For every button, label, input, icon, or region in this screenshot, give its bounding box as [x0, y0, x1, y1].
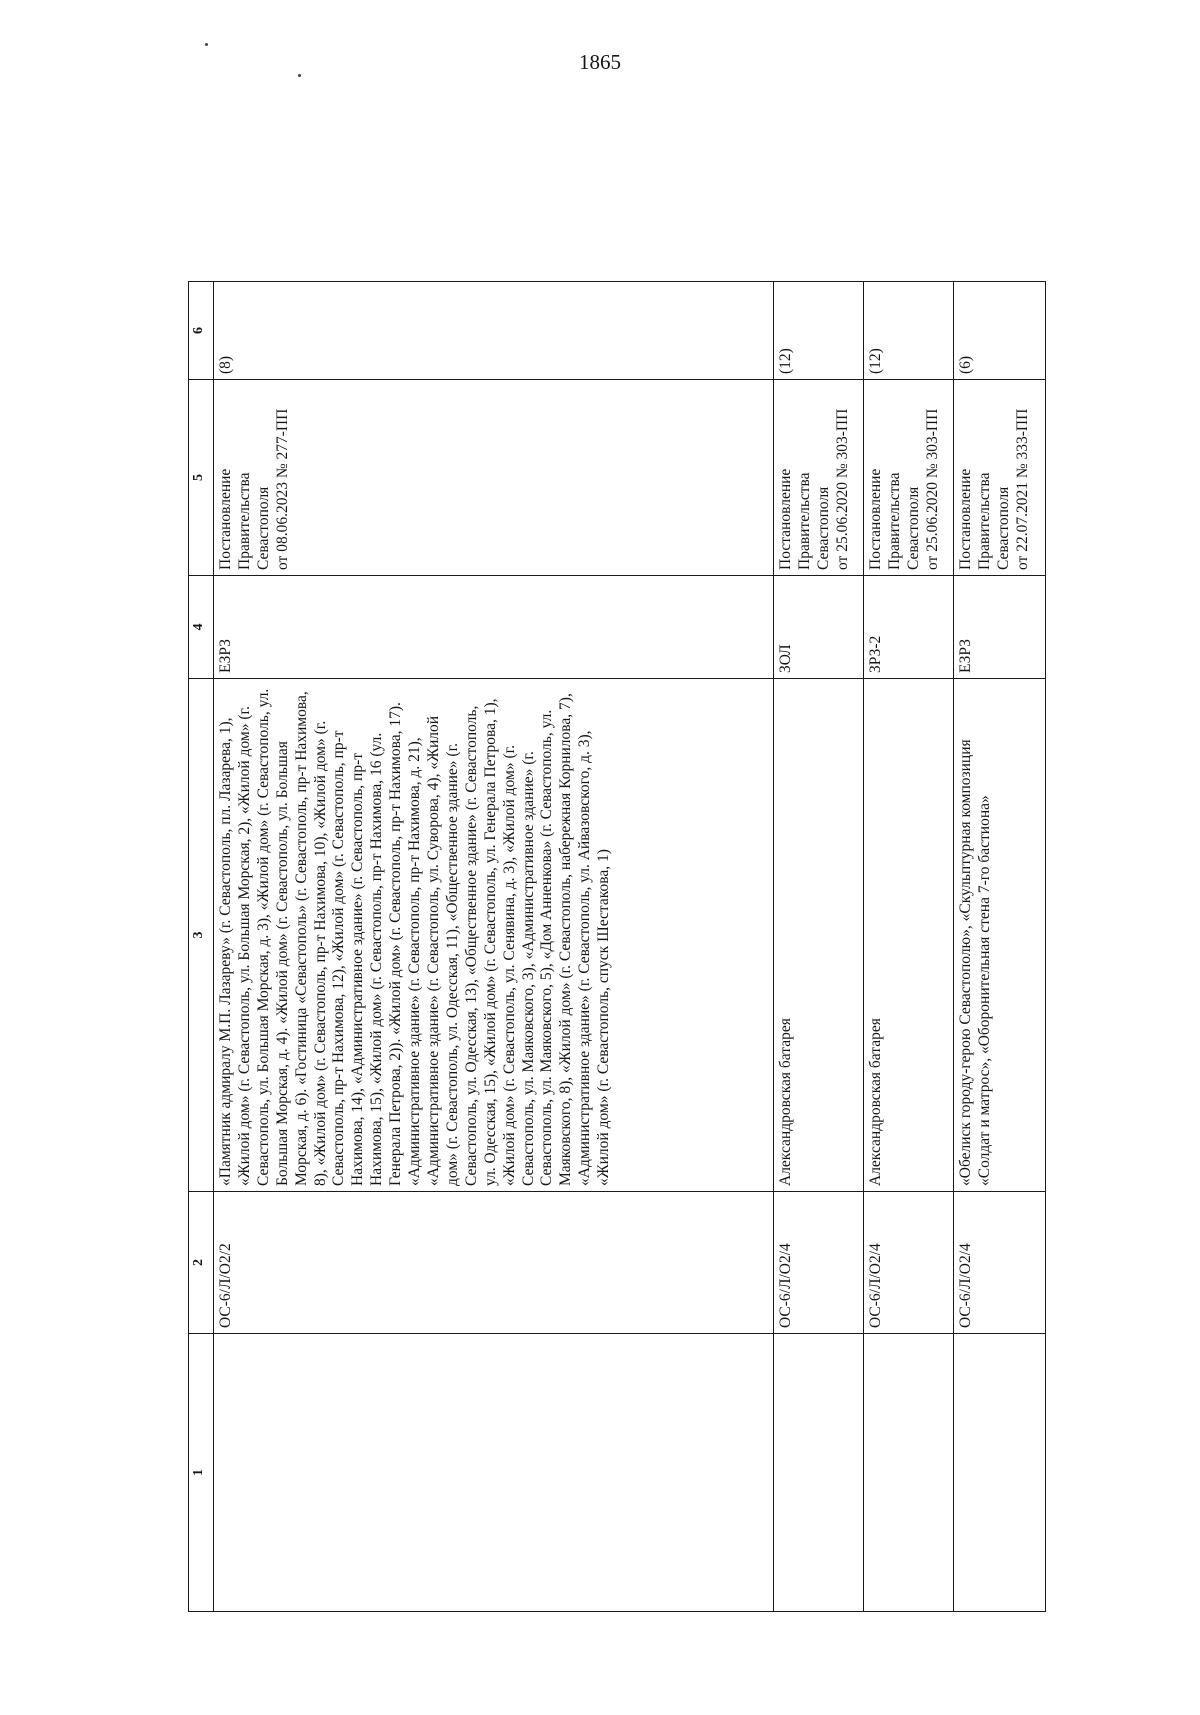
row-4-note: (6)	[954, 282, 1046, 380]
header-cell-4: 4	[189, 576, 214, 679]
row-2-code: ОС-6/Л/О2/4	[774, 1192, 864, 1334]
rotated-table-container	[188, 282, 1031, 1612]
heritage-objects-table	[188, 281, 1046, 1612]
table-row	[214, 282, 774, 1612]
header-cell-1: 1	[189, 1334, 214, 1612]
row-1-zone: ЕЗРЗ	[214, 576, 774, 679]
header-cell-2: 2	[189, 1192, 214, 1334]
header-cell-5: 5	[189, 380, 214, 576]
row-4-code: ОС-6/Л/О2/4	[954, 1192, 1046, 1334]
row-3-note: (12)	[864, 282, 954, 380]
row-2-decree: Постановление Правительства Севастополя от 25.06.2020 № 303-ПП	[774, 380, 864, 576]
table-row	[954, 282, 1046, 1612]
header-row	[189, 282, 214, 1612]
row-2-zone: ЗОЛ	[774, 576, 864, 679]
row-1-objects: «Памятник адмиралу М.П. Лазареву» (г. Севастополь, пл. Лазарева, 1), «Жилой дом» (г. Севастополь, ул. Большая Морская, 2), «Жилой дом» (г. Севастополь, ул. Большая Морская, д. 3), «Жилой дом» (г. Севастополь, ул. Большая Морская, д. 4). «Жилой дом» (г. Севастополь, ул. Большая Морская, д. 6). «Гостиница «Севастополь» (г. Севастополь, пр-т Нахимова, 8), «Жилой дом» (г. Севастополь, пр-т Нахимова, 10), «Жилой дом» (г. Севастополь, пр-т Нахимова, 12), «Жилой дом» (г. Севастополь, пр-т Нахимова, 14), «Административное здание» (г. Севастополь, пр-т Нахимова, 15), «Жилой дом» (г. Севастополь, пр-т Нахимова, 16 (ул. Генерала Петрова, 2)). «Жилой дом» (г. Севастополь, пр-т Нахимова, 17). «Административное здание» (г. Севастополь, пр-т Нахимова, д. 21), «Административное здание» (г. Севастополь, ул. Суворова, 4), «Жилой дом» (г. Севастополь, ул. Одесская, 11), «Общественное здание» (г. Севастополь, ул. Одесская, 13), «Общественное здание» (г. Севастополь, ул. Одесская, 15), «Жилой дом» (г. Севастополь, ул. Генерала Петрова, 1), «Жилой дом» (г. Севастополь, ул. Сенявина, д. 3), «Жилой дом» (г. Севастополь, ул. Маяковского, 3), «Административное здание» (г. Севастополь, ул. Маяковского, 5), «Дом Анненкова» (г. Севастополь, ул. Маяковского, 8), «Жилой дом» (г. Севастополь, набережная Корнилова, 7), «Административное здание» (г. Севастополь, ул. Айвазовского, д. 3), «Жилой дом» (г. Севастополь, спуск Шестакова, 1)	[214, 679, 774, 1192]
row-4-objects: «Обелиск городу-герою Севастополю», «Скульптурная композиция «Солдат и матрос», «Оборонительная стена 7-го бастиона»	[954, 679, 1046, 1192]
page-number: 1865	[579, 50, 621, 74]
row-3-col-1	[864, 1334, 954, 1612]
table-row	[774, 282, 864, 1612]
row-2-note: (12)	[774, 282, 864, 380]
header-cell-6: 6	[189, 282, 214, 380]
row-3-objects: Александровская батарея	[864, 679, 954, 1192]
row-1-decree: Постановление Правительства Севастополя от 08.06.2023 № 277-ПП	[214, 380, 774, 576]
row-1-col-1	[214, 1334, 774, 1612]
scan-speck	[298, 74, 301, 77]
table-row	[864, 282, 954, 1612]
row-1-code: ОС-6/Л/О2/2	[214, 1192, 774, 1334]
row-2-col-1	[774, 1334, 864, 1612]
row-4-decree: Постановление Правительства Севастополя от 22.07.2021 № 333-ПП	[954, 380, 1046, 576]
scan-speck	[205, 43, 208, 46]
row-4-zone: ЕЗРЗ	[954, 576, 1046, 679]
header-cell-3: 3	[189, 679, 214, 1192]
row-3-zone: ЗРЗ-2	[864, 576, 954, 679]
row-2-objects: Александровская батарея	[774, 679, 864, 1192]
row-4-col-1	[954, 1334, 1046, 1612]
row-1-note: (8)	[214, 282, 774, 380]
row-3-decree: Постановление Правительства Севастополя от 25.06.2020 № 303-ПП	[864, 380, 954, 576]
row-3-code: ОС-6/Л/О2/4	[864, 1192, 954, 1334]
